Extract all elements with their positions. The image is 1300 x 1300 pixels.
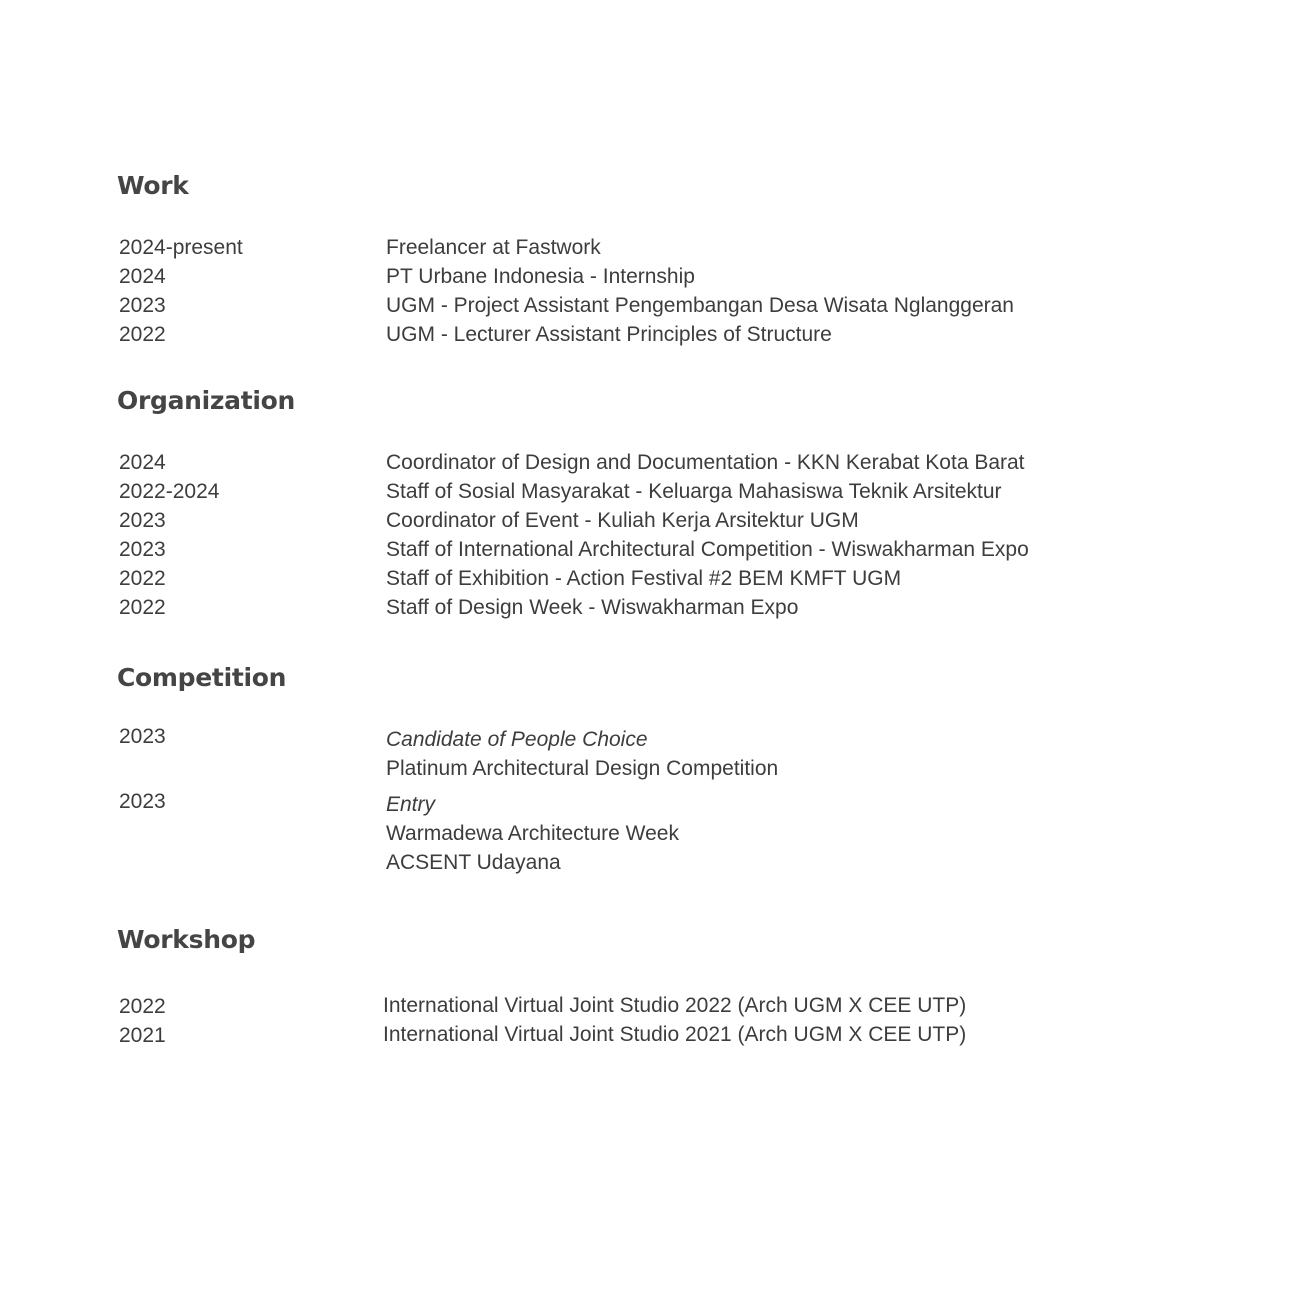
entry-description: International Virtual Joint Studio 2022 (Arch UGM X CEE UTP): [383, 994, 967, 1017]
entry-description: Coordinator of Design and Documentation - KKN Kerabat Kota Barat: [386, 451, 1025, 474]
section-heading-workshop: Workshop: [117, 925, 256, 954]
organization-entry: [0, 448, 1300, 477]
entry-description: Staff of Sosial Masyarakat - Keluarga Mahasiswa Teknik Arsitektur: [386, 480, 1002, 503]
work-entry: [0, 233, 1300, 262]
entry-year: 2024: [119, 265, 166, 288]
organization-entry: [0, 564, 1300, 593]
entry-description: UGM - Lecturer Assistant Principles of Structure: [386, 323, 832, 346]
organization-entry: [0, 593, 1300, 622]
competition-award: Candidate of People Choice: [386, 728, 648, 751]
entry-year: 2023: [119, 538, 166, 561]
entry-year: 2022: [119, 567, 166, 590]
organization-entry: [0, 477, 1300, 506]
entry-year: 2021: [119, 1024, 166, 1047]
entry-year: 2023: [119, 509, 166, 532]
workshop-entry: [0, 1021, 1300, 1050]
work-entry: [0, 320, 1300, 349]
competition-name: ACSENT Udayana: [386, 851, 561, 874]
entry-description: Staff of Design Week - Wiswakharman Expo: [386, 596, 799, 619]
section-heading-organization: Organization: [117, 386, 296, 415]
entry-year: 2023: [119, 294, 166, 317]
entry-description: PT Urbane Indonesia - Internship: [386, 265, 695, 288]
entry-year: 2024: [119, 451, 166, 474]
entry-description: Staff of International Architectural Competition - Wiswakharman Expo: [386, 538, 1029, 561]
entry-year: 2022-2024: [119, 480, 220, 503]
workshop-entry: [0, 992, 1300, 1021]
entry-year: 2024-present: [119, 236, 243, 259]
entry-year: 2022: [119, 323, 166, 346]
organization-entry: [0, 535, 1300, 564]
entry-year: 2022: [119, 596, 166, 619]
entry-year: 2022: [119, 995, 166, 1018]
section-heading-work: Work: [117, 171, 189, 200]
entry-description: Freelancer at Fastwork: [386, 236, 601, 259]
entry-description: Coordinator of Event - Kuliah Kerja Arsitektur UGM: [386, 509, 859, 532]
entry-description: UGM - Project Assistant Pengembangan Desa Wisata Nglanggeran: [386, 294, 1014, 317]
competition-year: 2023: [119, 725, 166, 748]
section-heading-competition: Competition: [117, 663, 287, 692]
competition-award: Entry: [386, 793, 436, 816]
competition-name: Platinum Architectural Design Competition: [386, 757, 779, 780]
organization-entry: [0, 506, 1300, 535]
work-entry: [0, 291, 1300, 320]
competition-year: 2023: [119, 790, 166, 813]
entry-description: Staff of Exhibition - Action Festival #2 BEM KMFT UGM: [386, 567, 902, 590]
competition-name: Warmadewa Architecture Week: [386, 822, 679, 845]
entry-description: International Virtual Joint Studio 2021 (Arch UGM X CEE UTP): [383, 1023, 967, 1046]
work-entry: [0, 262, 1300, 291]
